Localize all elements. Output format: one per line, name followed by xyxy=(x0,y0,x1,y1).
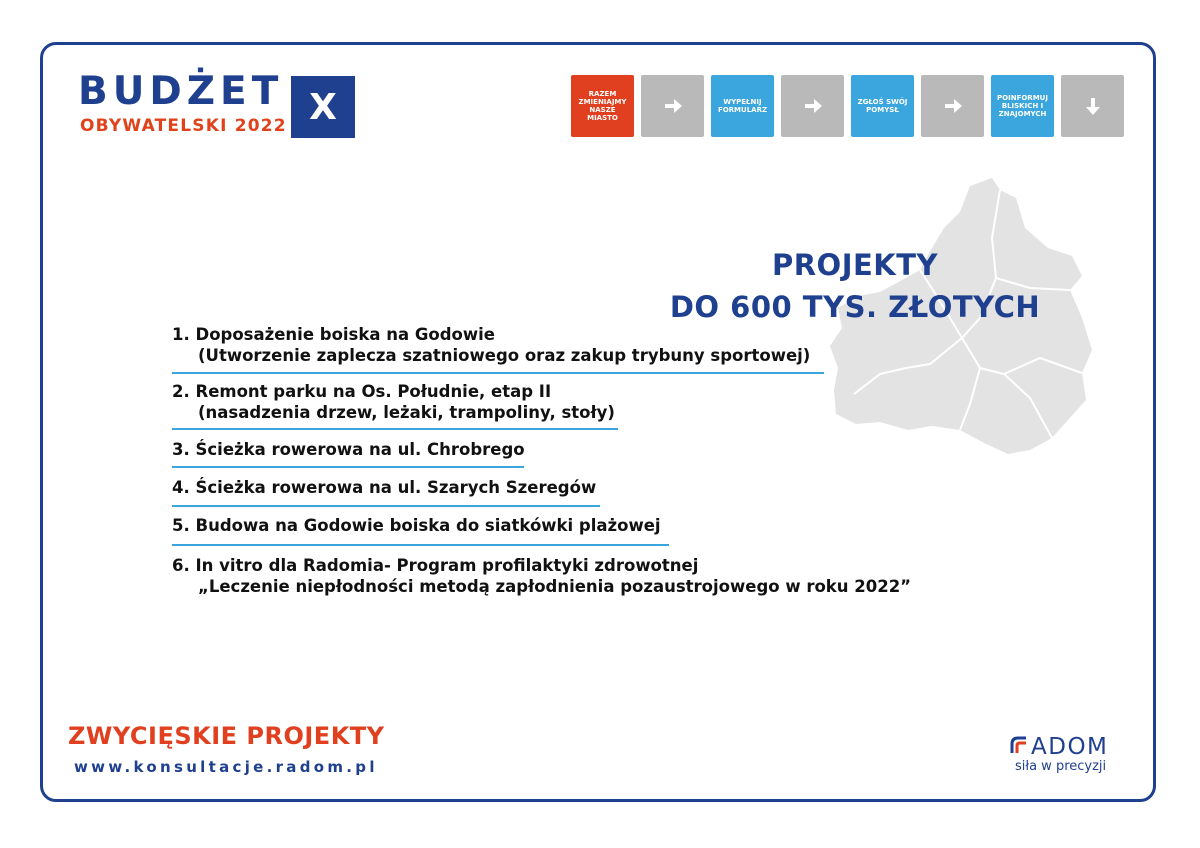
step-label: ZGŁOŚ SWÓJ POMYSŁ xyxy=(857,97,908,114)
arrow-right-icon xyxy=(662,95,684,117)
step-inform-friends xyxy=(991,75,1054,137)
radom-brand-name: ADOM xyxy=(1031,734,1109,760)
project-title: 4. Ścieżka rowerowa na ul. Szarych Szeregów xyxy=(172,478,597,497)
step-label: WYPEŁNIJ FORMULARZ xyxy=(717,97,768,114)
heading-line-2: DO 600 TYS. ZŁOTYCH xyxy=(669,290,1041,324)
divider xyxy=(172,466,524,468)
project-detail: (Utworzenie zaplecza szatniowego oraz zakup trybuny sportowej) xyxy=(198,346,811,365)
step-fill-form xyxy=(711,75,774,137)
divider xyxy=(172,372,824,374)
list-item xyxy=(172,515,661,536)
list-item xyxy=(172,324,810,366)
logo-title: BUDŻET xyxy=(78,69,284,114)
project-detail: „Leczenie niepłodności metodą zapłodnienia pozaustrojowego w roku 2022” xyxy=(198,577,912,596)
list-item xyxy=(172,477,596,498)
project-title: 1. Doposażenie boiska na Godowie xyxy=(172,325,495,344)
step-submit-idea xyxy=(851,75,914,137)
step-arrow xyxy=(921,75,984,137)
logo-subtitle: OBYWATELSKI 2022 xyxy=(80,116,287,136)
arrow-right-icon xyxy=(802,95,824,117)
project-title: 3. Ścieżka rowerowa na ul. Chrobrego xyxy=(172,440,525,459)
heading-line-1: PROJEKTY xyxy=(771,248,939,282)
step-arrow xyxy=(641,75,704,137)
step-arrow xyxy=(781,75,844,137)
radom-tagline: siła w precyzji xyxy=(1015,759,1107,774)
arrow-right-icon xyxy=(942,95,964,117)
list-item xyxy=(172,381,615,423)
project-title: 6. In vitro dla Radomia- Program profilaktyki zdrowotnej xyxy=(172,556,699,575)
list-item xyxy=(172,555,911,597)
project-title: 5. Budowa na Godowie boiska do siatkówki plażowej xyxy=(172,516,661,535)
radom-r-mark-icon xyxy=(1010,736,1030,754)
website-link[interactable]: www.konsultacje.radom.pl xyxy=(74,758,378,776)
arrow-down-icon xyxy=(1082,95,1104,117)
step-label: POINFORMUJ BLISKICH I ZNAJOMYCH xyxy=(997,93,1048,119)
list-item xyxy=(172,439,525,460)
logo-x-mark: X xyxy=(291,76,355,138)
divider xyxy=(172,505,600,507)
project-detail: (nasadzenia drzew, leżaki, trampoliny, stoły) xyxy=(198,403,615,422)
project-title: 2. Remont parku na Os. Południe, etap II xyxy=(172,382,552,401)
winners-title: ZWYCIĘSKIE PROJEKTY xyxy=(68,722,385,750)
step-label: RAZEM ZMIENIAJMY NASZE MIASTO xyxy=(578,89,627,123)
step-arrow-down xyxy=(1061,75,1124,137)
divider xyxy=(172,428,618,430)
step-together xyxy=(571,75,634,137)
divider xyxy=(172,544,669,546)
section-heading xyxy=(640,244,1070,328)
